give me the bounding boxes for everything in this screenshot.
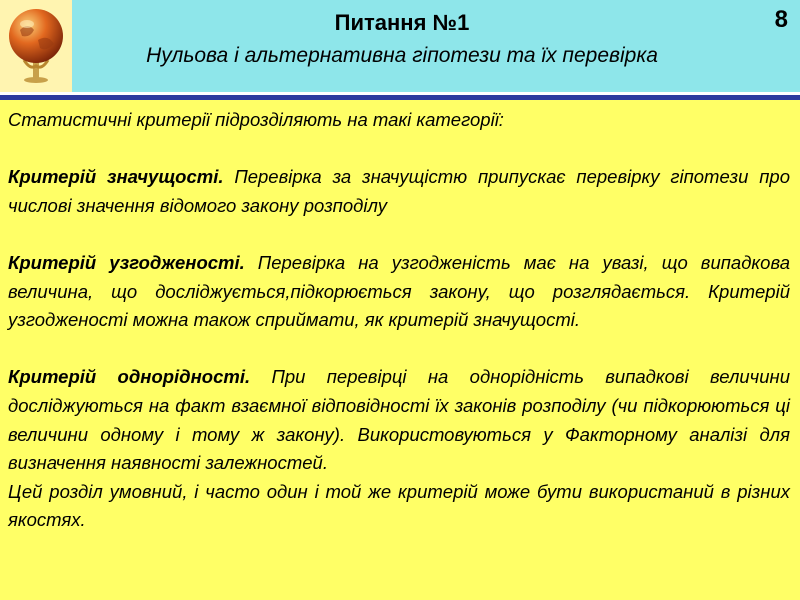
agreement-text: Перевірка на узгодженість має на увазі, що випадкова величина, що досліджується,підкорюється закону, що розглядається. Критерій узгодженості можна також сприймати, як критерій значущості.	[8, 251, 790, 331]
agreement-paragraph	[8, 249, 790, 335]
homogeneity-term: Критерій однорідності.	[8, 366, 251, 388]
homogeneity-paragraph	[8, 363, 790, 477]
slide-title: Питання №1	[334, 10, 470, 35]
significance-term: Критерій значущості.	[8, 166, 224, 188]
intro-text: Статистичні критерії підрозділяють на такі категорії:	[8, 109, 504, 130]
header-bar	[0, 0, 800, 92]
slide-number: 8	[774, 6, 788, 33]
globe-torch-logo-icon	[0, 0, 72, 92]
slide-subtitle: Нульова і альтернативна гіпотези та їх перевірка	[146, 44, 658, 67]
significance-paragraph	[8, 163, 790, 220]
significance-text: Перевірка за значущістю припускає перевірку гіпотези про числові значення відомого закону розподілу	[8, 166, 791, 216]
slide-body	[8, 106, 790, 535]
note-text: Цей розділ умовний, і часто один і той же критерій може бути використаний в різних якостях.	[8, 480, 790, 531]
header-divider	[0, 95, 800, 100]
agreement-term: Критерій узгодженості.	[8, 251, 245, 273]
homogeneity-text: При перевірці на однорідність випадкові величини досліджуються на факт взаємної відповідності їх законів розподілу (чи підкорюються ці величини одному і тому ж закону). Використовуються у Факторному аналізі для визначення наявності залежностей.	[8, 366, 791, 474]
